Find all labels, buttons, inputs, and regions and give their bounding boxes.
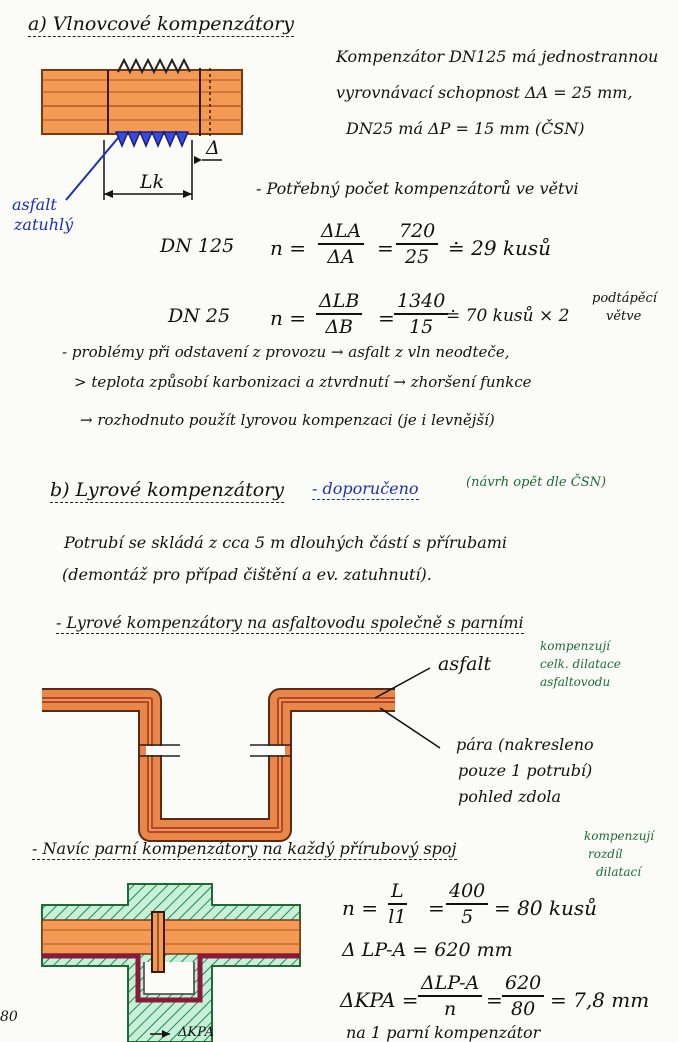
dn125-fraction-1 <box>318 220 364 268</box>
frac-l-num: L <box>388 880 407 905</box>
problem-line-1: - problémy při odstavení z provozu → asfalt z vln neodteče, <box>62 343 510 361</box>
dn25-fraction-2 <box>394 290 448 338</box>
dn25-extra-2: větve <box>606 309 642 324</box>
last-line: na 1 parní kompenzátor <box>346 1023 541 1042</box>
note-line-2: vyrovnávací schopnost ΔA = 25 mm, <box>336 83 633 102</box>
label-delta: Δ <box>206 137 220 159</box>
para-label-2: pouze 1 potrubí) <box>458 761 593 780</box>
fraction-dlpa <box>418 972 482 1020</box>
lyre-bullet-text: - Lyrové kompenzátory na asfaltovodu společně s parními <box>56 613 524 632</box>
frac-620-num: 620 <box>502 972 544 997</box>
recommended-label <box>312 480 419 498</box>
n-lhs: n = <box>342 896 378 920</box>
steam-bullet <box>32 840 457 858</box>
dn25-num2: 1340 <box>394 290 448 315</box>
frac-400-den: 5 <box>461 906 474 928</box>
green-c-2: rozdíl <box>588 847 623 861</box>
flange-compensator-drawing <box>42 884 300 1042</box>
pipe-line-1: Potrubí se skládá z cca 5 m dlouhých částí s přírubami <box>64 533 508 552</box>
green-label-1: kompenzují <box>540 639 610 653</box>
dn25-den2: 15 <box>409 316 434 338</box>
fraction-l <box>388 880 407 928</box>
frac-dlpa-num: ΔLP-A <box>418 972 482 997</box>
frac-dlpa-den: n <box>443 998 457 1020</box>
dn25-extra-1: podtápěcí <box>592 291 657 306</box>
dn25-fraction-1 <box>316 290 362 338</box>
dn125-n: n = <box>270 236 306 260</box>
result-80: = 80 kusů <box>494 896 598 920</box>
pipe-line-2: (demontáž pro případ čištění a ev. zatuhnutí). <box>62 565 432 584</box>
dn25-n: n = <box>270 306 306 330</box>
dn125-label: DN 125 <box>160 235 235 257</box>
design-note: (návrh opět dle ČSN) <box>466 475 607 490</box>
fraction-400 <box>446 880 488 928</box>
dn25-den1: ΔB <box>325 316 353 338</box>
dn125-eq: = <box>377 236 394 260</box>
para-label-1: pára (nakresleno <box>456 735 594 754</box>
steam-bullet-text: - Navíc parní kompenzátory na každý přírubový spoj <box>32 839 457 858</box>
lyre-bullet <box>56 614 524 632</box>
dkpa-label: ΔKPA <box>178 1025 215 1040</box>
section-b-title: b) Lyrové kompenzátory <box>50 479 285 501</box>
frac-620-den: 80 <box>511 998 536 1020</box>
dn25-label: DN 25 <box>168 305 231 327</box>
para-label-3: pohled zdola <box>458 787 562 806</box>
label-asfalt-a: asfalt <box>12 195 57 214</box>
dn125-result: ≐ 29 kusů <box>448 236 552 260</box>
note-line-3: DN25 má ΔP = 15 mm (ČSN) <box>346 119 585 138</box>
dn125-num2: 720 <box>396 220 438 245</box>
page-number: 80 <box>0 1009 18 1025</box>
dn125-fraction-2 <box>396 220 438 268</box>
green-c-3: dilatací <box>596 865 642 879</box>
label-zatuhly: zatuhlý <box>14 215 74 234</box>
dkpa-lhs: ΔKPA = <box>340 988 419 1012</box>
section-a-title: a) Vlnovcové kompenzátory <box>28 13 294 35</box>
problem-line-3: → rozhodnuto použít lyrovou kompenzaci (je i levnější) <box>80 411 495 429</box>
fraction-620 <box>502 972 544 1020</box>
label-asfalt-b: asfalt <box>438 653 492 675</box>
section-b-title-prefix <box>50 480 284 501</box>
result-7-8: = 7,8 mm <box>550 988 650 1012</box>
frac-400-num: 400 <box>446 880 488 905</box>
note-line-1: Kompenzátor DN125 má jednostrannou <box>336 47 659 66</box>
frac-l-den: l1 <box>388 906 407 928</box>
dn125-num1: ΔLA <box>318 220 364 245</box>
dn25-result: ≐ 70 kusů × 2 <box>446 306 570 326</box>
green-c-1: kompenzují <box>584 829 654 843</box>
green-label-3: asfaltovodu <box>540 675 611 689</box>
problem-line-2: > teplota způsobí karbonizaci a ztvrdnutí → zhoršení funkce <box>74 373 532 391</box>
dn25-eq: = <box>378 306 395 330</box>
recommended-text: - doporučeno <box>312 479 419 498</box>
lyre-compensator-drawing <box>42 668 440 830</box>
dn125-den1: ΔA <box>327 246 355 268</box>
needed-count-title: - Potřebný počet kompenzátorů ve větvi <box>256 179 579 198</box>
label-lk: Lk <box>140 171 165 193</box>
dn125-den2: 25 <box>405 246 430 268</box>
green-label-2: celk. dilatace <box>540 657 621 671</box>
dn25-num1: ΔLB <box>316 290 362 315</box>
eq-2: = <box>486 988 503 1012</box>
delta-l-line: Δ LP-A = 620 mm <box>342 939 513 961</box>
eq-1: = <box>428 896 445 920</box>
